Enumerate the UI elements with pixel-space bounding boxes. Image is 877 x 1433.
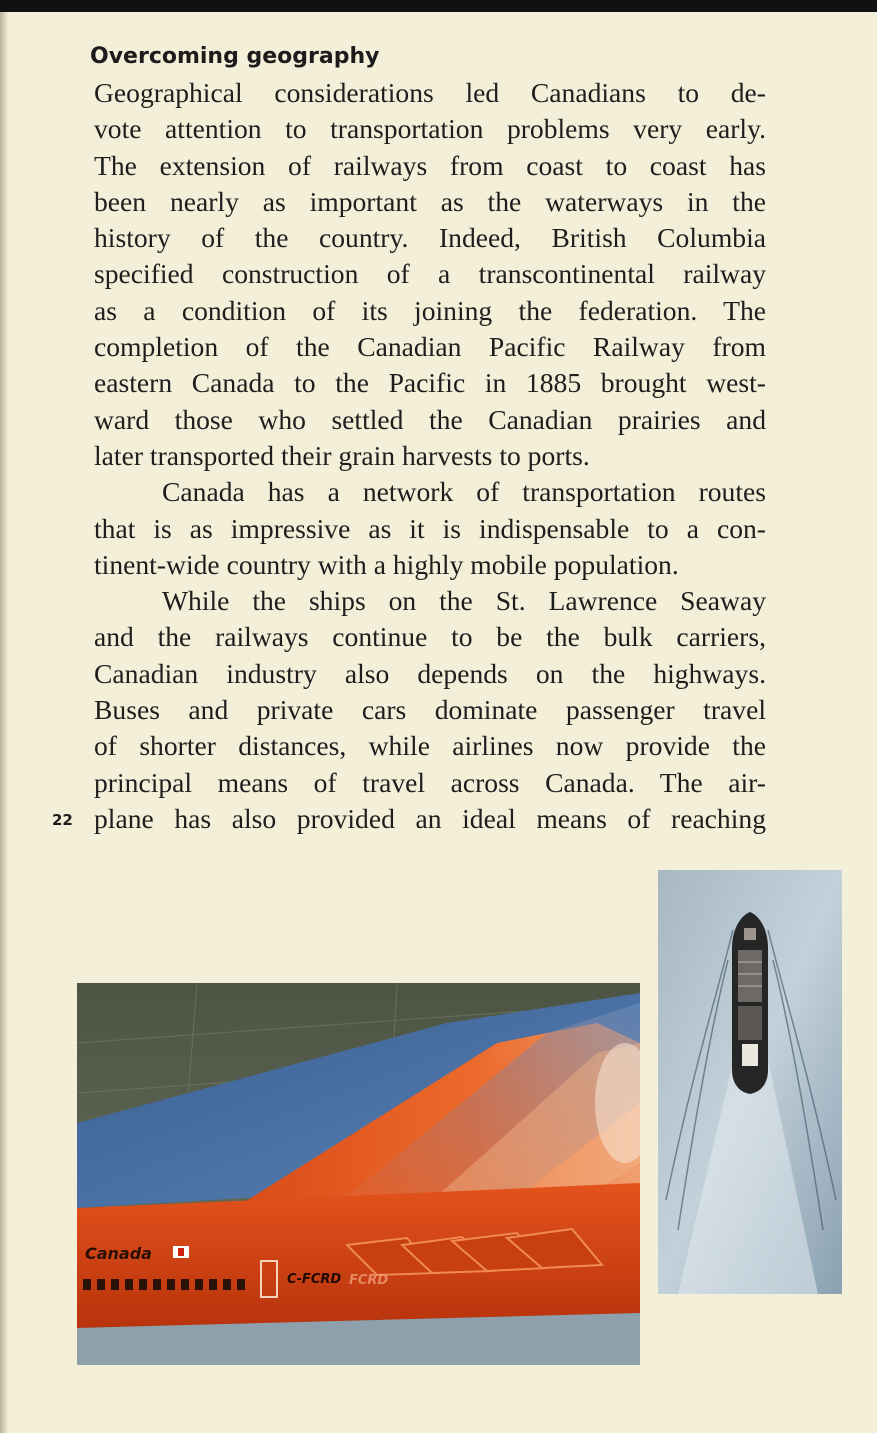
text-line: The extension of railways from coast to coast has: [94, 149, 766, 181]
text-line: that is as impressive as it is indispensable to a con-: [94, 512, 766, 544]
page-number: 22: [52, 811, 73, 829]
text-line: Canada has a network of transportation routes: [162, 476, 766, 508]
text-line: specified construction of a transcontinental railway: [94, 258, 766, 290]
airplane-tail-photo: [77, 983, 640, 1365]
text-line: and the railways continue to be the bulk carriers,: [94, 621, 766, 653]
text-line: vote attention to transportation problems very early.: [94, 113, 766, 145]
text-line: eastern Canada to the Pacific in 1885 brought west-: [94, 367, 766, 399]
text-line: as a condition of its joining the federation. The: [94, 294, 766, 326]
text-line: later transported their grain harvests to ports.: [94, 439, 590, 471]
text-line: ward those who settled the Canadian prairies and: [94, 403, 766, 435]
aircraft-registration: C-FCRD: [287, 1272, 342, 1287]
text-line: Canadian industry also depends on the highways.: [94, 657, 766, 689]
text-line: of shorter distances, while airlines now provide the: [94, 730, 766, 762]
text-line: completion of the Canadian Pacific Railway from: [94, 331, 766, 363]
body-text: [94, 75, 766, 837]
text-line: history of the country. Indeed, British Columbia: [94, 222, 766, 254]
text-line: principal means of travel across Canada. The air-: [94, 766, 766, 798]
book-spine-shadow: [0, 12, 9, 1433]
page-top-edge: [0, 0, 877, 12]
aircraft-registration-faded: FCRD: [349, 1273, 389, 1288]
text-line: While the ships on the St. Lawrence Seaway: [162, 585, 766, 617]
fuselage-canada-text: Canada: [85, 1244, 152, 1263]
text-line: plane has also provided an ideal means of reaching: [94, 802, 766, 834]
text-line: tinent-wide country with a highly mobile population.: [94, 548, 679, 580]
text-line: been nearly as important as the waterways in the: [94, 185, 766, 217]
ship-aerial-photo: [658, 870, 842, 1294]
text-line: Buses and private cars dominate passenger travel: [94, 694, 766, 726]
section-heading: Overcoming geography: [90, 44, 380, 69]
text-line: Geographical considerations led Canadians to de-: [94, 77, 766, 108]
